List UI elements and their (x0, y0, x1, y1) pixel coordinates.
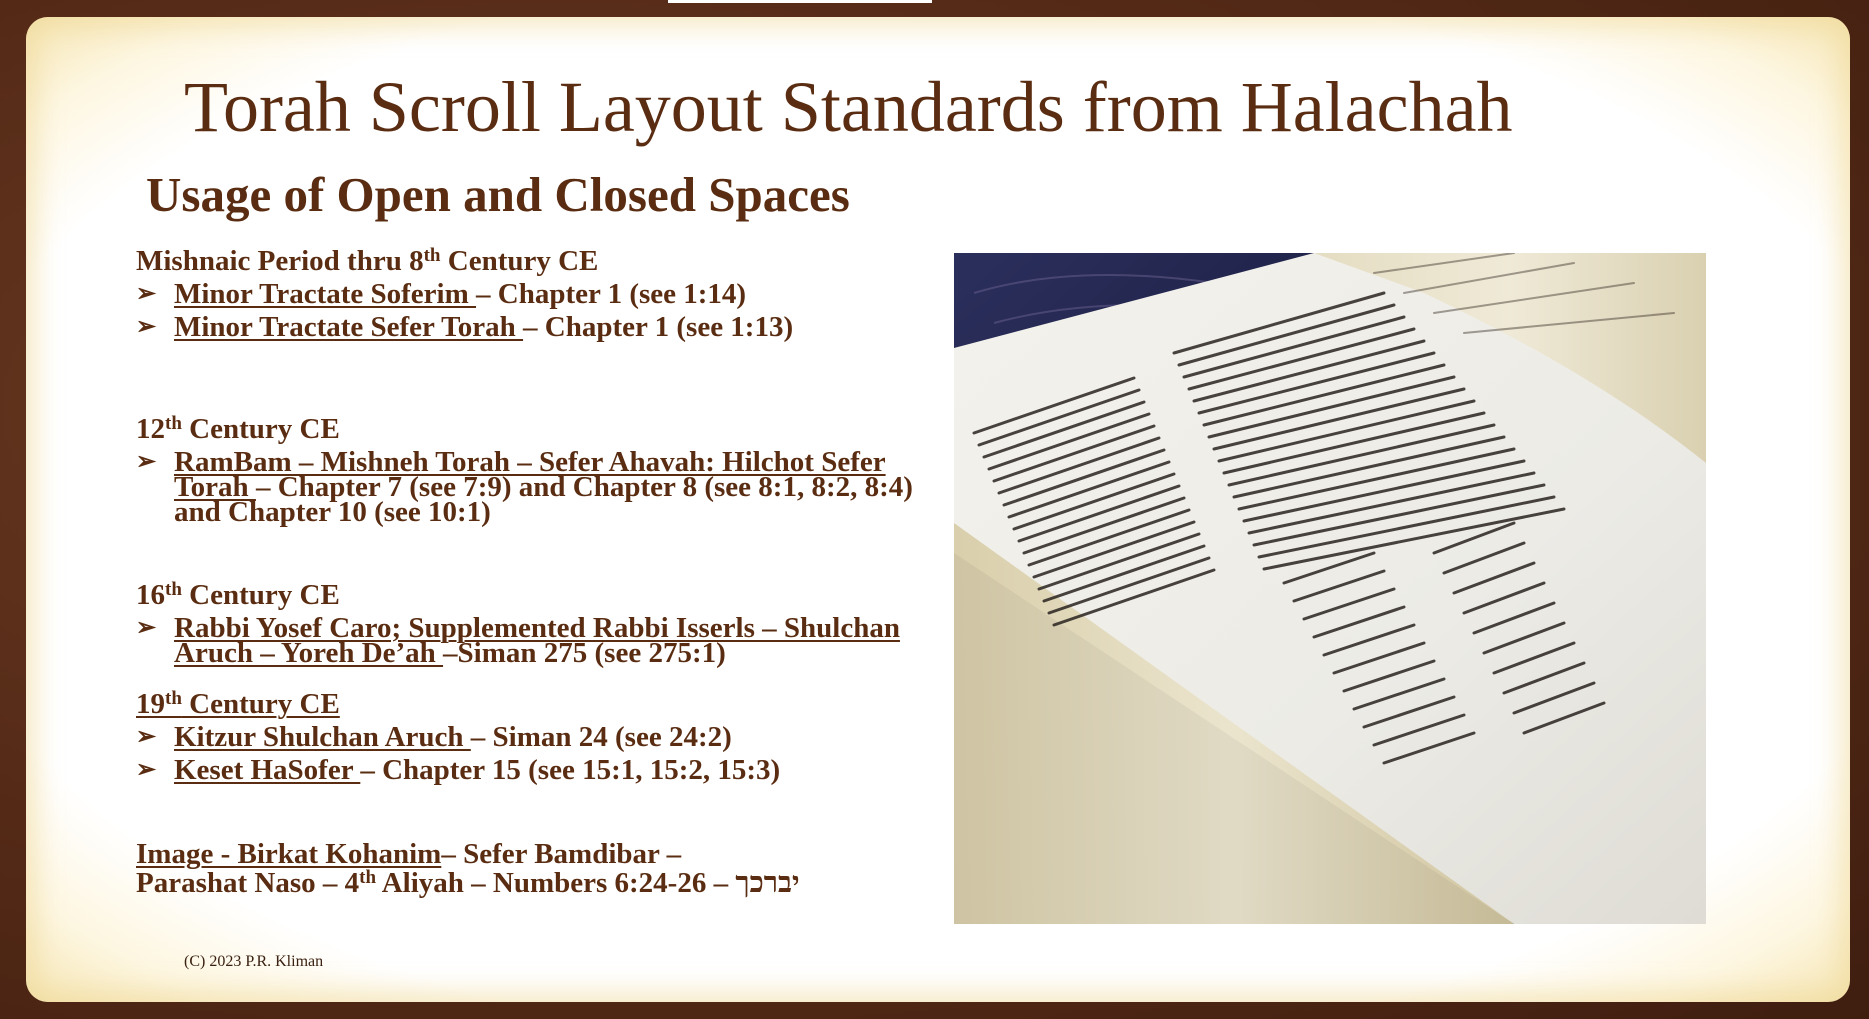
slide-subtitle: Usage of Open and Closed Spaces (146, 167, 850, 222)
arrow-bullet-icon: ➢ (136, 757, 157, 783)
caption-line-2: Parashat Naso – 4th Aliyah – Numbers 6:24-26 – יברכך (136, 865, 800, 899)
caption-line-1: Image - Birkat Kohanim– Sefer Bamdibar – (136, 838, 682, 870)
list-item: ➢ RamBam – Mishneh Torah – Sefer Ahavah: Hilchot Sefer Torah – Chapter 7 (see 7:9) and Chapter 8 (see 8:1, 8:2, 8:4) and Chapter 10 (see 10:1) (136, 446, 913, 528)
slide-title: Torah Scroll Layout Standards from Halachah (184, 67, 1513, 147)
list-item: ➢ Keset HaSofer – Chapter 15 (see 15:1, 15:2, 15:3) (136, 754, 781, 786)
arrow-bullet-icon: ➢ (136, 615, 157, 641)
section-heading: Mishnaic Period thru 8th Century CE (136, 245, 599, 277)
section-heading: 19th Century CE (136, 688, 340, 720)
slide (26, 17, 1850, 1002)
top-edge-bar (668, 0, 932, 3)
arrow-bullet-icon: ➢ (136, 314, 157, 340)
reference-link[interactable]: RamBam – Mishneh Torah – Sefer Ahavah: Hilchot Sefer Torah (174, 446, 886, 503)
reference-link[interactable]: Minor Tractate Sefer Torah (174, 311, 524, 343)
copyright-footer: (C) 2023 P.R. Kliman (184, 953, 324, 970)
image-caption (136, 840, 956, 897)
section-heading: 12th Century CE (136, 413, 340, 445)
reference-link[interactable]: Minor Tractate Soferim (174, 278, 476, 310)
torah-scroll-image (954, 253, 1706, 924)
reference-link[interactable]: Keset HaSofer (174, 754, 361, 786)
section-19th-century (136, 688, 936, 787)
hebrew-word: יברכך (735, 865, 800, 899)
section-16th-century (136, 579, 936, 669)
arrow-bullet-icon: ➢ (136, 281, 157, 307)
list-item: ➢ Rabbi Yosef Caro; Supplemented Rabbi Isserls – Shulchan Aruch – Yoreh De’ah –Siman 275 (see 275:1) (136, 612, 900, 669)
section-heading: 16th Century CE (136, 579, 340, 611)
arrow-bullet-icon: ➢ (136, 449, 157, 475)
torah-scroll-illustration (954, 253, 1706, 924)
section-mishnaic (136, 245, 936, 344)
list-item: ➢ Minor Tractate Soferim – Chapter 1 (see 1:14) (136, 278, 747, 310)
list-item: ➢ Minor Tractate Sefer Torah – Chapter 1 (see 1:13) (136, 311, 794, 343)
reference-link[interactable]: Kitzur Shulchan Aruch (174, 721, 471, 753)
section-12th-century (136, 413, 936, 528)
image-reference-link[interactable]: Image - Birkat Kohanim (136, 838, 442, 870)
reference-link[interactable]: Rabbi Yosef Caro; Supplemented Rabbi Isserls – Shulchan Aruch – Yoreh De’ah (174, 612, 900, 669)
arrow-bullet-icon: ➢ (136, 724, 157, 750)
list-item: ➢ Kitzur Shulchan Aruch – Siman 24 (see 24:2) (136, 721, 732, 753)
